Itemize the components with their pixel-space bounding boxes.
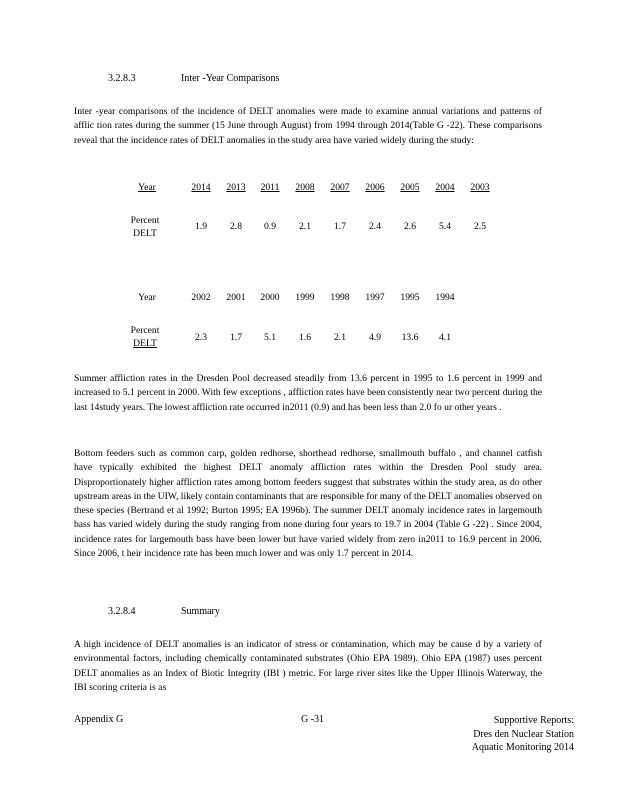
delt-value: 5.4 (439, 221, 451, 232)
percent-label-line-1: Percent (130, 215, 160, 226)
delt-value: 4.1 (439, 332, 451, 343)
section-number-3284: 3.2.8.4 (108, 606, 136, 617)
year-cell: 2007 (330, 182, 350, 193)
delt-value: 1.9 (195, 221, 207, 232)
year-cell: 2003 (470, 182, 490, 193)
percent-label-line-2: DELT (133, 338, 157, 349)
footer-report-line-2: Dres den Nuclear Station (473, 728, 574, 740)
year-cell: 2011 (260, 182, 280, 193)
delt-value: 2.4 (369, 221, 381, 232)
footer-page-number: G -31 (301, 714, 325, 725)
summer-affliction-paragraph: Summer affliction rates in the Dresden Pool decreased steadily from 13.6 percent in 1995 to 1.6 percent in 1999 and increased to 5.1 percent in 2000. With few exceptions , affliction rates have been consistently near two percent during the last 14study years. The lowest affliction rate occurred in2011 (0.9) and has been less than 2.0 fo ur other years . (74, 373, 542, 413)
footer-report-line-3: Aquatic Monitoring 2014 (471, 742, 574, 753)
footer-report-line-1: Supportive Reports: (493, 715, 574, 726)
delt-value: 2.6 (404, 221, 416, 232)
footer-appendix: Appendix G (74, 714, 124, 725)
bottom-feeders-paragraph: Bottom feeders such as common carp, golden redhorse, shorthead redhorse, smallmouth buffalo , and channel catfish have typically exhibited the highest DELT anomaly affliction rates within the Dresden Pool study area. Disproportionately higher affliction rates among bottom feeders suggest that substrates within the study area, as do other upstream areas in the UIW, likely contain contaminants that are responsible for many of the DELT anomalies observed on these species (Bertrand et al 1992; Burton 1995; EA 1996b). The summer DELT anomaly incidence rates in largemouth bass has varied widely during the study ranging from none during four years to 19.7 in 2004 (Table G -22) . Since 2004, incidence rates for largemouth bass have been lower but have varied widely from zero in2011 to 16.9 percent in 2006. Since 2006, t heir incidence rate has been much lower and was only 1.7 percent in 2014. (74, 448, 542, 560)
delt-value: 1.7 (230, 332, 242, 343)
section-number-3283: 3.2.8.3 (108, 73, 136, 84)
delt-value: 1.6 (299, 332, 311, 343)
delt-value: 2.3 (195, 332, 207, 343)
delt-value: 2.1 (299, 221, 311, 232)
delt-value: 5.1 (264, 332, 276, 343)
footer-report-info (472, 714, 574, 755)
year-cell: 2006 (365, 182, 385, 193)
year-cell: 1998 (330, 292, 350, 303)
delt-value: 2.1 (334, 332, 346, 343)
year-cell: 2001 (226, 292, 246, 303)
year-cell: 2013 (226, 182, 246, 193)
year-cell: 1995 (400, 292, 420, 303)
year-cell: 2005 (400, 182, 420, 193)
year-cell: 2002 (191, 292, 211, 303)
delt-value: 2.5 (474, 221, 486, 232)
delt-value: 2.8 (230, 221, 242, 232)
percent-delt-label (122, 214, 168, 240)
year-label: Year (138, 182, 156, 193)
delt-value: 13.6 (401, 332, 419, 343)
year-cell: 1997 (365, 292, 385, 303)
year-cell: 2014 (191, 182, 211, 193)
year-cell: 2000 (260, 292, 280, 303)
year-label: Year (138, 292, 156, 303)
delt-value: 4.9 (369, 332, 381, 343)
summary-paragraph: A high incidence of DELT anomalies is an indicator of stress or contamination, which may be cause d by a variety of environmental factors, including chemically contaminated substrates (Ohio EPA 1989). Ohio EPA (1987) uses percent DELT anomalies as an Index of Biotic Integrity (IBI ) metric. For large river sites like the Upper Illinois Waterway, the IBI scoring criteria is as (74, 639, 542, 693)
percent-delt-label (122, 324, 168, 350)
delt-value: 0.9 (264, 221, 276, 232)
section-title-3283: Inter -Year Comparisons (181, 73, 280, 84)
year-cell: 2008 (295, 182, 315, 193)
year-cell: 1999 (295, 292, 315, 303)
intro-paragraph: Inter -year comparisons of the incidence of DELT anomalies were made to examine annual variations and patterns of afflic tion rates during the summer (15 June through August) from 1994 through 2014(Table G -22). These comparisons reveal that the incidence rates of DELT anomalies in the study area have varied widely during the study: (74, 106, 542, 146)
year-cell: 1994 (435, 292, 455, 303)
year-cell: 2004 (435, 182, 455, 193)
percent-label-line-1: Percent (130, 325, 160, 336)
percent-label-line-2: DELT (133, 228, 157, 239)
section-title-3284: Summary (181, 606, 220, 617)
delt-value: 1.7 (334, 221, 346, 232)
